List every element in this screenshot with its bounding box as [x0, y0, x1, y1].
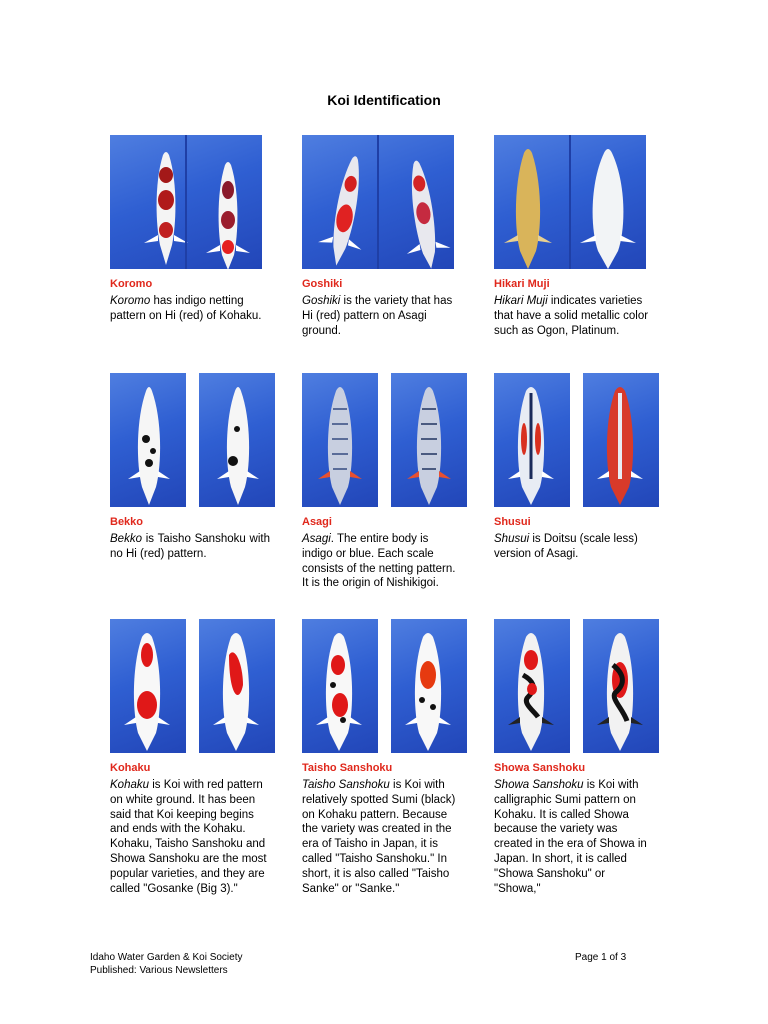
photo-pair: [302, 373, 457, 507]
koi-photo: [583, 619, 659, 753]
variety-description: Kohaku is Koi with red pattern on white ground. It has been said that Koi keeping begins and ends with the Kohaku. Kohaku, Taisho Sanshoku and Showa Sanshoku are the most popular varieties, and they are called "Gosanke (Big 3).": [110, 779, 267, 895]
photo-pair: [494, 619, 649, 753]
koi-photo: [391, 373, 467, 507]
koi-photo: [494, 619, 570, 753]
variety-card-hikari-muji: [494, 135, 662, 338]
variety-description: Koromo has indigo netting pattern on Hi (red) of Kohaku.: [110, 295, 262, 322]
variety-card-goshiki: [302, 135, 470, 338]
koi-photo: [302, 619, 378, 753]
koi-photo: [494, 373, 570, 507]
photo-pair: [494, 373, 649, 507]
koi-photo: [199, 619, 275, 753]
variety-card-bekko: [110, 373, 278, 562]
page-title: Koi Identification: [327, 92, 441, 108]
variety-card-koromo: [110, 135, 278, 324]
photo-pair: [494, 135, 649, 269]
variety-description: Hikari Muji indicates varieties that have a solid metallic color such as Ogon, Platinum.: [494, 295, 649, 337]
variety-description: Shusui is Doitsu (scale less) version of Asagi.: [494, 533, 638, 560]
variety-description: Bekko is Taisho Sanshoku with no Hi (red) pattern.: [110, 533, 270, 560]
variety-card-asagi: [302, 373, 470, 591]
variety-description: Goshiki is the variety that has Hi (red) pattern on Asagi ground.: [302, 295, 453, 337]
footer-society: Idaho Water Garden & Koi Society: [90, 952, 243, 963]
variety-name: Hikari Muji: [494, 278, 550, 290]
variety-name: Bekko: [110, 516, 144, 528]
footer-page-number: Page 1 of 3: [575, 952, 627, 963]
koi-photo: [302, 135, 454, 269]
koi-photo: [110, 135, 262, 269]
koi-photo: [110, 373, 186, 507]
variety-name: Asagi: [302, 516, 332, 528]
variety-card-kohaku: [110, 619, 278, 896]
variety-description: Showa Sanshoku is Koi with calligraphic Sumi pattern on Kohaku. It is called Showa because the variety was created in the era of Showa in Japan. In short, it is called "Showa Sanshoku" or "Showa,": [494, 779, 647, 895]
variety-name: Goshiki: [302, 278, 343, 290]
variety-name: Kohaku: [110, 762, 151, 774]
koi-photo: [583, 373, 659, 507]
variety-description: Asagi. The entire body is indigo or blue. Each scale consists of the netting pattern. It is the origin of Nishikigoi.: [302, 533, 456, 590]
variety-name: Shusui: [494, 516, 531, 528]
variety-card-showa-sanshoku: [494, 619, 662, 896]
koi-photo: [494, 135, 646, 269]
footer-published: Published: Various Newsletters: [90, 965, 228, 976]
variety-description: Taisho Sanshoku is Koi with relatively spotted Sumi (black) on Kohaku pattern. Because the variety was created in the era of Taisho in Japan, it is called "Taisho Sanshoku." In short, it is also called "Taisho Sanke" or "Sanke.": [302, 779, 456, 895]
variety-card-shusui: [494, 373, 662, 562]
koi-photo: [391, 619, 467, 753]
variety-name: Koromo: [110, 278, 153, 290]
photo-pair: [302, 619, 457, 753]
photo-pair: [110, 135, 265, 269]
photo-pair: [110, 619, 265, 753]
koi-photo: [199, 373, 275, 507]
variety-name: Taisho Sanshoku: [302, 762, 393, 774]
koi-photo: [302, 373, 378, 507]
variety-name: Showa Sanshoku: [494, 762, 586, 774]
photo-pair: [110, 373, 265, 507]
koi-photo: [110, 619, 186, 753]
variety-card-taisho-sanshoku: [302, 619, 470, 896]
photo-pair: [302, 135, 457, 269]
footer-left: [90, 951, 243, 977]
